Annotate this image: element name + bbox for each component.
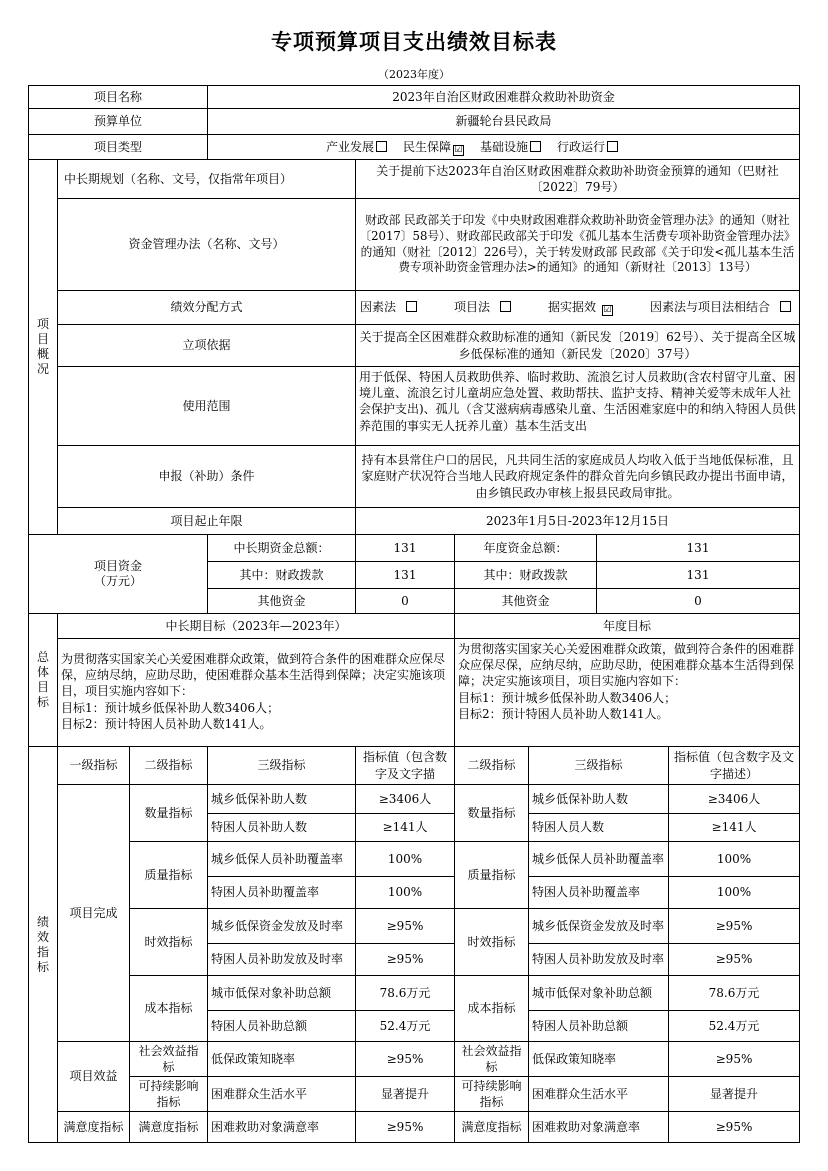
indicators-section-label: 绩 效 指 标: [28, 746, 58, 1143]
indicator-name: 低保政策知晓率: [528, 1041, 669, 1077]
indicator-name: 特困人员补助发放及时率: [528, 943, 669, 976]
indicator-value: ≥95%: [355, 1111, 455, 1143]
mid-other-value: 0: [355, 588, 455, 614]
indicator-name: 城市低保对象补助总额: [207, 975, 356, 1011]
allocation-options: [355, 290, 800, 325]
header-level2-right: 二级指标: [454, 746, 529, 785]
level1-effect: 项目效益: [57, 1041, 130, 1112]
social-indicator: 社会效益指标: [129, 1041, 208, 1077]
satisfaction-indicator: 满意度指标: [129, 1111, 208, 1143]
year-other-label: 其他资金: [454, 588, 597, 614]
quality-indicator: 质量指标: [129, 841, 208, 909]
indicator-value: ≥141人: [668, 813, 800, 842]
cost-indicator-right: 成本指标: [454, 975, 529, 1042]
indicator-name: 城乡低保补助人数: [207, 784, 356, 814]
alloc-option: 据实据效 ☑: [547, 300, 612, 315]
allocation-label: 绩效分配方式: [57, 290, 356, 325]
indicator-value: ≥95%: [668, 943, 800, 976]
sustain-indicator-right: 可持续影响指标: [454, 1076, 529, 1112]
checkbox-icon[interactable]: [607, 141, 618, 152]
condition-value: 持有本县常住户口的居民，凡共同生活的家庭成员人均收入低于当地低保标准，且家庭财产状况符合当地人民政府规定条件的群众首先向乡镇民政办提出书面申请，由乡镇民政办审核上报县民政局审批。: [355, 445, 800, 508]
indicator-name: 城市低保对象补助总额: [528, 975, 669, 1011]
indicator-value: 100%: [355, 876, 455, 909]
time-indicator-right: 时效指标: [454, 908, 529, 976]
page-title: 专项预算项目支出绩效目标表: [271, 30, 557, 54]
fund-method-value: 财政部 民政部关于印发《中央财政困难群众救助补助资金管理办法》的通知（财社〔2017〕58号）、财政部民政部关于印发《孤儿基本生活费专项补助资金管理办法》的通知（财社〔2012〕226号），关于转发财政部 民政部《关于印发<孤儿基本生活费专项补助资金管理办法>的通知》的通知（新财社〔2013〕13号）: [355, 198, 800, 291]
indicator-value: 100%: [668, 841, 800, 877]
indicator-value: ≥3406人: [668, 784, 800, 814]
type-option: 行政运行: [557, 139, 622, 155]
indicator-value: 78.6万元: [668, 975, 800, 1011]
alloc-option: 因素法: [360, 299, 421, 315]
mid-goal-header: 中长期目标（2023年—2023年）: [57, 613, 455, 639]
checkbox-icon[interactable]: [500, 301, 511, 312]
indicator-value: ≥95%: [668, 1111, 800, 1143]
quantity-indicator-right: 数量指标: [454, 784, 529, 842]
indicator-name: 困难救助对象满意率: [207, 1111, 356, 1143]
indicator-name: 困难群众生活水平: [528, 1076, 669, 1112]
alloc-option: 因素法与项目法相结合: [650, 299, 795, 315]
indicator-value: 显著提升: [355, 1076, 455, 1112]
indicator-name: 特困人员补助总额: [528, 1010, 669, 1042]
period-value: 2023年1月5日-2023年12月15日: [355, 507, 800, 535]
type-option: 产业发展: [326, 139, 391, 155]
level1-completion: 项目完成: [57, 784, 130, 1042]
year-fiscal-value: 131: [596, 561, 800, 589]
indicator-name: 特困人员人数: [528, 813, 669, 842]
period-label: 项目起止年限: [57, 507, 356, 535]
mid-other-label: 其他资金: [207, 588, 356, 614]
basis-value: 关于提高全区困难群众救助标准的通知（新民发〔2019〕62号）、关于提高全区城乡低保标准的通知（新民发〔2020〕37号）: [355, 324, 800, 367]
indicator-value: 52.4万元: [355, 1010, 455, 1042]
scope-label: 使用范围: [57, 366, 356, 446]
budget-unit-label: 预算单位: [28, 108, 208, 135]
indicator-name: 城乡低保补助人数: [528, 784, 669, 814]
social-indicator-right: 社会效益指标: [454, 1041, 529, 1077]
quality-indicator-right: 质量指标: [454, 841, 529, 909]
time-indicator: 时效指标: [129, 908, 208, 976]
checkbox-icon[interactable]: [530, 141, 541, 152]
mid-fiscal-value: 131: [355, 561, 455, 589]
indicator-name: 特困人员补助总额: [207, 1010, 356, 1042]
year-label: （2023年度）: [378, 68, 450, 81]
header-value-left: 指标值（包含数字及文字描: [355, 746, 455, 785]
mid-goal-content: 为贯彻落实国家关心关爱困难群众政策，做到符合条件的困难群众应保尽保，应纳尽纳，应助尽助，使困难群众基本生活得到保障；决定实施该项目，项目实施内容如下： 目标1：预计城乡低保补助人数3406人； 目标2：预计特困人员补助人数141人。: [57, 638, 455, 747]
level1-satisfaction: 满意度指标: [57, 1111, 130, 1143]
sustain-indicator: 可持续影响指标: [129, 1076, 208, 1112]
indicator-value: ≥3406人: [355, 784, 455, 814]
indicator-name: 特困人员补助发放及时率: [207, 943, 356, 976]
checkbox-icon[interactable]: [376, 141, 387, 152]
indicator-name: 低保政策知晓率: [207, 1041, 356, 1077]
mid-total-label: 中长期资金总额：: [207, 534, 356, 562]
indicator-value: ≥141人: [355, 813, 455, 842]
indicator-value: 52.4万元: [668, 1010, 800, 1042]
header-value-right: 指标值（包含数字及文字描述）: [668, 746, 800, 785]
project-funds-label: 项目资金 （万元）: [28, 534, 208, 614]
project-type-label: 项目类型: [28, 134, 208, 160]
scope-value: 用于低保、特困人员救助供养、临时救助、流浪乞讨人员救助(含农村留守儿童、困境儿童、流浪乞讨儿童胡应急处置、救助帮扶、监护支持、精神关爱等未成年人社会保护支出)、孤儿（含艾滋病病毒感染儿童、生活困难家庭中的和纳入特困人员供养范围的事实无人抚养儿童）基本生活支出: [355, 366, 800, 446]
project-type-options: [207, 134, 800, 160]
indicator-name: 城乡低保资金发放及时率: [207, 908, 356, 944]
goals-section-label: 总 体 目 标: [28, 613, 58, 747]
indicator-name: 特困人员补助覆盖率: [528, 876, 669, 909]
indicator-name: 困难救助对象满意率: [528, 1111, 669, 1143]
indicator-value: ≥95%: [355, 1041, 455, 1077]
header-level3: 三级指标: [207, 746, 356, 785]
year-other-value: 0: [596, 588, 800, 614]
indicator-value: 100%: [668, 876, 800, 909]
indicator-name: 特困人员补助人数: [207, 813, 356, 842]
indicator-value: 78.6万元: [355, 975, 455, 1011]
overview-section-label: 项 目 概 况: [28, 159, 58, 535]
project-name-value: 2023年自治区财政困难群众救助补助资金: [207, 85, 800, 109]
indicator-name: 特困人员补助覆盖率: [207, 876, 356, 909]
indicator-value: ≥95%: [355, 943, 455, 976]
project-name-label: 项目名称: [28, 85, 208, 109]
checked-box-icon[interactable]: ☑: [454, 144, 463, 155]
cost-indicator: 成本指标: [129, 975, 208, 1042]
header-level3-right: 三级指标: [528, 746, 669, 785]
header-level1: 一级指标: [57, 746, 130, 785]
indicator-name: 城乡低保资金发放及时率: [528, 908, 669, 944]
header-level2: 二级指标: [129, 746, 208, 785]
mid-fiscal-label: 其中：财政拨款: [207, 561, 356, 589]
checkbox-icon[interactable]: [406, 301, 417, 312]
fund-method-label: 资金管理办法（名称、文号）: [57, 198, 356, 291]
type-option: 基础设施: [480, 139, 545, 155]
year-fiscal-label: 其中：财政拨款: [454, 561, 597, 589]
indicator-name: 城乡低保人员补助覆盖率: [528, 841, 669, 877]
plan-label: 中长期规划（名称、文号，仅指常年项目）: [57, 159, 356, 199]
plan-value: 关于提前下达2023年自治区财政困难群众救助补助资金预算的通知（巴财社〔2022〕79号）: [355, 159, 800, 199]
type-option: 民生保障 ☑: [403, 139, 463, 155]
quantity-indicator: 数量指标: [129, 784, 208, 842]
indicator-value: ≥95%: [668, 908, 800, 944]
indicator-name: 困难群众生活水平: [207, 1076, 356, 1112]
basis-label: 立项依据: [57, 324, 356, 367]
indicator-name: 城乡低保人员补助覆盖率: [207, 841, 356, 877]
indicator-value: 显著提升: [668, 1076, 800, 1112]
mid-total-value: 131: [355, 534, 455, 562]
satisfaction-indicator-right: 满意度指标: [454, 1111, 529, 1143]
year-total-value: 131: [596, 534, 800, 562]
indicator-value: ≥95%: [668, 1041, 800, 1077]
indicator-value: ≥95%: [355, 908, 455, 944]
year-total-label: 年度资金总额：: [454, 534, 597, 562]
year-goal-content: 为贯彻落实国家关心关爱困难群众政策，做到符合条件的困难群众应保尽保，应纳尽纳，应助尽助，使困难群众基本生活得到保障；决定实施该项目，项目实施内容如下： 目标1：预计城乡低保补助人数3406人； 目标2：预计特困人员补助人数141人。: [454, 638, 800, 747]
checked-box-icon[interactable]: ☑: [603, 305, 612, 315]
indicator-value: 100%: [355, 841, 455, 877]
checkbox-icon[interactable]: [780, 301, 791, 312]
alloc-option: 项目法: [454, 299, 515, 315]
year-goal-header: 年度目标: [454, 613, 800, 639]
condition-label: 申报（补助）条件: [57, 445, 356, 508]
budget-unit-value: 新疆轮台县民政局: [207, 108, 800, 135]
